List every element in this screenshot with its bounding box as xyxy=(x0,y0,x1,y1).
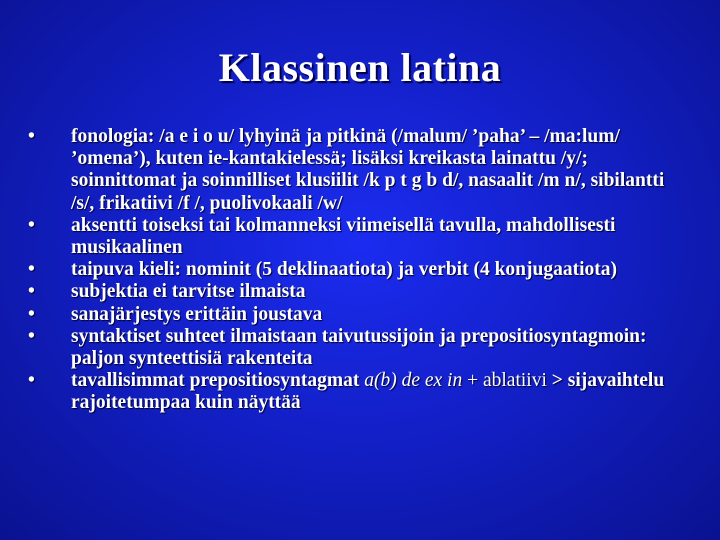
bullet-text-ablative: + ablatiivi xyxy=(462,370,547,392)
bullet-icon: • xyxy=(28,126,35,147)
bullet-text: aksentti toiseksi tai kolmanneksi viimeisellä tavulla, mahdollisesti musikaalinen xyxy=(71,214,616,259)
bullet-text: subjektia ei tarvitse ilmaista xyxy=(71,281,306,303)
bullet-icon: • xyxy=(28,325,35,347)
bullet-list xyxy=(28,126,692,415)
bullet-text: fonologia: /a e i o u/ lyhyinä ja pitkinä (/malum/ ’paha’ – /ma:lum/ ’omena’), kuten ie-kantakielessä; lisäksi kreikasta lainattu /y/; soinnittomat ja soinnilliset klusiilit /k p t g b d/, nasaalit /m n/, sibilantti /s/, frikatiivi /f /, puolivokaali /w/ xyxy=(71,126,665,214)
bullet-item-word-order xyxy=(28,304,692,326)
bullet-item-subject xyxy=(28,281,692,303)
bullet-icon: • xyxy=(28,303,35,325)
bullet-text: syntaktiset suhteet ilmaistaan taivutussijoin ja prepositiosyntagmoin: paljon synteettisiä rakenteita xyxy=(71,325,647,370)
slide-title: Klassinen latina xyxy=(218,45,502,90)
bullet-item-syntax xyxy=(28,326,692,370)
bullet-item-prepositions xyxy=(28,370,692,414)
bullet-text: taipuva kieli: nominit (5 deklinaatiota) ja verbit (4 konjugaatiota) xyxy=(71,259,618,281)
bullet-text-tail: > sijavaihtelu rajoitetumpaa kuin näyttää xyxy=(71,370,665,414)
bullet-item-inflection xyxy=(28,259,692,281)
bullet-text: sanajärjestys erittäin joustava xyxy=(71,303,323,325)
bullet-icon: • xyxy=(28,370,35,392)
bullet-icon: • xyxy=(28,259,35,281)
bullet-item-accent xyxy=(28,215,692,259)
bullet-text-prepositions-italic: a(b) de ex in xyxy=(364,370,463,392)
bullet-item-phonology xyxy=(28,126,692,215)
bullet-icon: • xyxy=(28,281,35,303)
bullet-icon: • xyxy=(28,214,35,236)
bullet-text-lead: tavallisimmat prepositiosyntagmat xyxy=(71,370,365,392)
